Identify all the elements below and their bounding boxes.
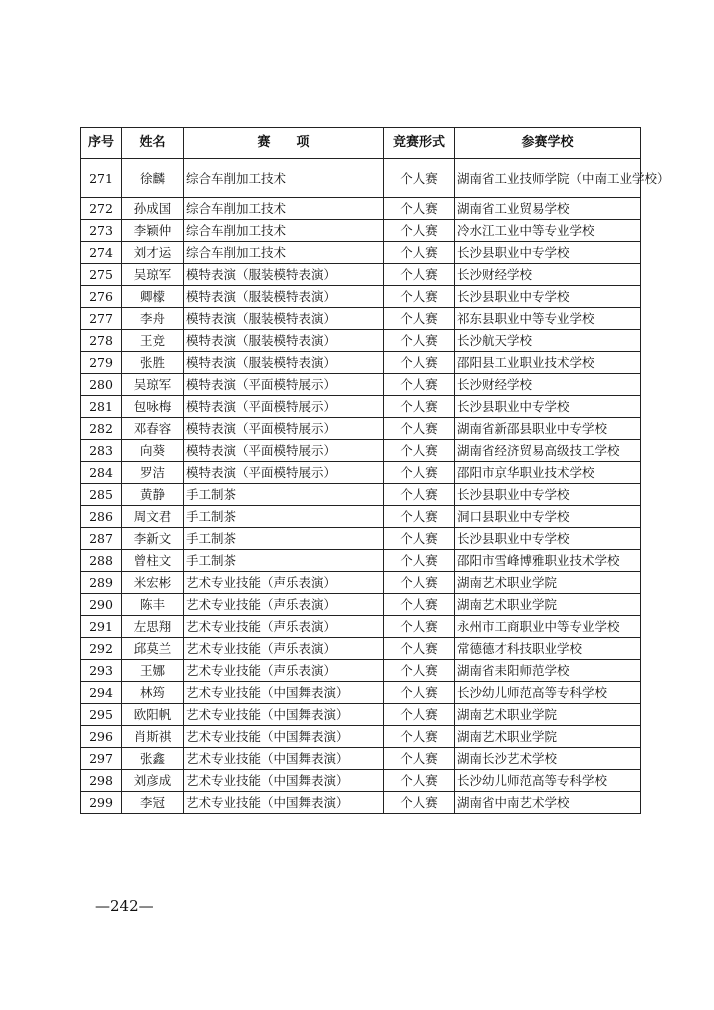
row-name: 向葵 bbox=[122, 440, 184, 462]
row-form: 个人赛 bbox=[384, 462, 455, 484]
results-table bbox=[80, 127, 670, 814]
row-event: 艺术专业技能（声乐表演） bbox=[184, 660, 384, 682]
row-school: 湖南省经济贸易高级技工学校 bbox=[455, 440, 641, 462]
row-no: 276 bbox=[81, 286, 122, 308]
table-row bbox=[81, 418, 641, 440]
row-no: 298 bbox=[81, 770, 122, 792]
row-form: 个人赛 bbox=[384, 242, 455, 264]
row-no: 275 bbox=[81, 264, 122, 286]
table-row bbox=[81, 506, 641, 528]
row-event: 手工制茶 bbox=[184, 484, 384, 506]
row-event: 综合车削加工技术 bbox=[184, 198, 384, 220]
row-form: 个人赛 bbox=[384, 286, 455, 308]
row-name: 罗洁 bbox=[122, 462, 184, 484]
header-school: 参赛学校 bbox=[455, 128, 641, 159]
row-form: 个人赛 bbox=[384, 792, 455, 814]
row-form: 个人赛 bbox=[384, 506, 455, 528]
row-form: 个人赛 bbox=[384, 396, 455, 418]
row-school: 湖南省中南艺术学校 bbox=[455, 792, 641, 814]
row-school: 永州市工商职业中等专业学校 bbox=[455, 616, 641, 638]
row-no: 283 bbox=[81, 440, 122, 462]
row-event: 艺术专业技能（声乐表演） bbox=[184, 572, 384, 594]
row-form: 个人赛 bbox=[384, 704, 455, 726]
row-school: 湖南省耒阳师范学校 bbox=[455, 660, 641, 682]
row-name: 刘彦成 bbox=[122, 770, 184, 792]
table-row bbox=[81, 550, 641, 572]
row-event: 模特表演（服装模特表演） bbox=[184, 308, 384, 330]
row-school: 湖南艺术职业学院 bbox=[455, 572, 641, 594]
row-form: 个人赛 bbox=[384, 418, 455, 440]
row-name: 王竞 bbox=[122, 330, 184, 352]
row-form: 个人赛 bbox=[384, 330, 455, 352]
header-name: 姓名 bbox=[122, 128, 184, 159]
row-name: 陈丰 bbox=[122, 594, 184, 616]
row-school: 湖南省工业技师学院（中南工业学校） bbox=[455, 159, 641, 198]
row-form: 个人赛 bbox=[384, 594, 455, 616]
row-no: 299 bbox=[81, 792, 122, 814]
row-event: 艺术专业技能（声乐表演） bbox=[184, 616, 384, 638]
row-form: 个人赛 bbox=[384, 374, 455, 396]
row-school: 长沙幼儿师范高等专科学校 bbox=[455, 682, 641, 704]
row-name: 孙成国 bbox=[122, 198, 184, 220]
row-name: 左思翔 bbox=[122, 616, 184, 638]
row-form: 个人赛 bbox=[384, 159, 455, 198]
row-form: 个人赛 bbox=[384, 726, 455, 748]
row-school: 湖南省新邵县职业中专学校 bbox=[455, 418, 641, 440]
page-number: —242— bbox=[95, 897, 154, 915]
row-name: 林筠 bbox=[122, 682, 184, 704]
row-event: 模特表演（平面模特展示） bbox=[184, 396, 384, 418]
table-row bbox=[81, 726, 641, 748]
row-name: 吴琼军 bbox=[122, 264, 184, 286]
row-school: 长沙县职业中专学校 bbox=[455, 242, 641, 264]
row-no: 287 bbox=[81, 528, 122, 550]
row-no: 285 bbox=[81, 484, 122, 506]
row-school: 湖南艺术职业学院 bbox=[455, 704, 641, 726]
row-event: 手工制茶 bbox=[184, 528, 384, 550]
row-form: 个人赛 bbox=[384, 528, 455, 550]
row-name: 邓春容 bbox=[122, 418, 184, 440]
table-row bbox=[81, 682, 641, 704]
row-form: 个人赛 bbox=[384, 770, 455, 792]
table-row bbox=[81, 308, 641, 330]
row-no: 279 bbox=[81, 352, 122, 374]
row-form: 个人赛 bbox=[384, 682, 455, 704]
header-form: 竞赛形式 bbox=[384, 128, 455, 159]
table-row bbox=[81, 242, 641, 264]
row-event: 模特表演（平面模特展示） bbox=[184, 462, 384, 484]
row-school: 长沙财经学校 bbox=[455, 374, 641, 396]
table-row bbox=[81, 528, 641, 550]
table-row bbox=[81, 748, 641, 770]
row-event: 综合车削加工技术 bbox=[184, 220, 384, 242]
row-form: 个人赛 bbox=[384, 440, 455, 462]
row-name: 李颖仲 bbox=[122, 220, 184, 242]
table-row bbox=[81, 660, 641, 682]
row-school: 长沙航天学校 bbox=[455, 330, 641, 352]
row-form: 个人赛 bbox=[384, 660, 455, 682]
table-row bbox=[81, 462, 641, 484]
row-form: 个人赛 bbox=[384, 572, 455, 594]
row-no: 295 bbox=[81, 704, 122, 726]
table-row bbox=[81, 198, 641, 220]
row-name: 卿檬 bbox=[122, 286, 184, 308]
row-no: 281 bbox=[81, 396, 122, 418]
row-no: 274 bbox=[81, 242, 122, 264]
row-school: 湖南艺术职业学院 bbox=[455, 594, 641, 616]
row-no: 272 bbox=[81, 198, 122, 220]
row-school: 邵阳市京华职业技术学校 bbox=[455, 462, 641, 484]
row-no: 289 bbox=[81, 572, 122, 594]
row-school: 祁东县职业中等专业学校 bbox=[455, 308, 641, 330]
row-no: 296 bbox=[81, 726, 122, 748]
row-event: 艺术专业技能（中国舞表演） bbox=[184, 704, 384, 726]
header-no: 序号 bbox=[81, 128, 122, 159]
row-school: 邵阳县工业职业技术学校 bbox=[455, 352, 641, 374]
table-row bbox=[81, 396, 641, 418]
row-name: 吴琼军 bbox=[122, 374, 184, 396]
table-row bbox=[81, 484, 641, 506]
table-row bbox=[81, 792, 641, 814]
row-no: 278 bbox=[81, 330, 122, 352]
row-name: 米宏彬 bbox=[122, 572, 184, 594]
table-row bbox=[81, 374, 641, 396]
header-event: 赛 项 bbox=[184, 128, 384, 159]
row-form: 个人赛 bbox=[384, 638, 455, 660]
row-no: 294 bbox=[81, 682, 122, 704]
row-event: 模特表演（平面模特展示） bbox=[184, 374, 384, 396]
row-event: 模特表演（服装模特表演） bbox=[184, 264, 384, 286]
row-name: 李舟 bbox=[122, 308, 184, 330]
table-row bbox=[81, 159, 641, 198]
row-no: 277 bbox=[81, 308, 122, 330]
row-no: 290 bbox=[81, 594, 122, 616]
row-event: 艺术专业技能（中国舞表演） bbox=[184, 748, 384, 770]
row-name: 黄静 bbox=[122, 484, 184, 506]
row-no: 282 bbox=[81, 418, 122, 440]
row-event: 手工制茶 bbox=[184, 550, 384, 572]
row-no: 297 bbox=[81, 748, 122, 770]
row-form: 个人赛 bbox=[384, 198, 455, 220]
row-name: 曾柱文 bbox=[122, 550, 184, 572]
row-event: 模特表演（服装模特表演） bbox=[184, 330, 384, 352]
row-no: 292 bbox=[81, 638, 122, 660]
row-no: 280 bbox=[81, 374, 122, 396]
table-row bbox=[81, 770, 641, 792]
table-row bbox=[81, 352, 641, 374]
row-no: 284 bbox=[81, 462, 122, 484]
table-row bbox=[81, 220, 641, 242]
row-no: 286 bbox=[81, 506, 122, 528]
row-event: 综合车削加工技术 bbox=[184, 242, 384, 264]
row-event: 模特表演（服装模特表演） bbox=[184, 286, 384, 308]
row-name: 刘才运 bbox=[122, 242, 184, 264]
row-no: 293 bbox=[81, 660, 122, 682]
row-form: 个人赛 bbox=[384, 264, 455, 286]
row-form: 个人赛 bbox=[384, 220, 455, 242]
table-row bbox=[81, 594, 641, 616]
table-row bbox=[81, 572, 641, 594]
table-row bbox=[81, 330, 641, 352]
row-school: 湖南长沙艺术学校 bbox=[455, 748, 641, 770]
header-row bbox=[81, 128, 641, 159]
table-body bbox=[81, 159, 670, 814]
row-school: 长沙县职业中专学校 bbox=[455, 484, 641, 506]
row-school: 长沙县职业中专学校 bbox=[455, 528, 641, 550]
row-event: 手工制茶 bbox=[184, 506, 384, 528]
row-event: 艺术专业技能（声乐表演） bbox=[184, 594, 384, 616]
row-name: 李新文 bbox=[122, 528, 184, 550]
row-event: 模特表演（平面模特展示） bbox=[184, 440, 384, 462]
row-name: 邱莫兰 bbox=[122, 638, 184, 660]
table-row bbox=[81, 704, 641, 726]
row-event: 艺术专业技能（中国舞表演） bbox=[184, 792, 384, 814]
row-name: 包咏梅 bbox=[122, 396, 184, 418]
row-school: 冷水江工业中等专业学校 bbox=[455, 220, 641, 242]
row-school: 长沙幼儿师范高等专科学校 bbox=[455, 770, 641, 792]
row-no: 273 bbox=[81, 220, 122, 242]
row-event: 艺术专业技能（中国舞表演） bbox=[184, 770, 384, 792]
row-form: 个人赛 bbox=[384, 352, 455, 374]
row-form: 个人赛 bbox=[384, 748, 455, 770]
row-event: 综合车削加工技术 bbox=[184, 159, 384, 198]
table-row bbox=[81, 616, 641, 638]
row-form: 个人赛 bbox=[384, 308, 455, 330]
row-school: 邵阳市雪峰博雅职业技术学校 bbox=[455, 550, 641, 572]
row-name: 徐麟 bbox=[122, 159, 184, 198]
row-school: 湖南省工业贸易学校 bbox=[455, 198, 641, 220]
row-event: 艺术专业技能（中国舞表演） bbox=[184, 682, 384, 704]
table-row bbox=[81, 286, 641, 308]
row-event: 模特表演（服装模特表演） bbox=[184, 352, 384, 374]
row-no: 288 bbox=[81, 550, 122, 572]
row-school: 长沙县职业中专学校 bbox=[455, 286, 641, 308]
row-school: 湖南艺术职业学院 bbox=[455, 726, 641, 748]
row-event: 模特表演（平面模特展示） bbox=[184, 418, 384, 440]
row-no: 291 bbox=[81, 616, 122, 638]
row-name: 肖斯祺 bbox=[122, 726, 184, 748]
row-school: 长沙县职业中专学校 bbox=[455, 396, 641, 418]
row-name: 李冠 bbox=[122, 792, 184, 814]
row-name: 周文君 bbox=[122, 506, 184, 528]
row-event: 艺术专业技能（中国舞表演） bbox=[184, 726, 384, 748]
row-form: 个人赛 bbox=[384, 550, 455, 572]
row-school: 洞口县职业中专学校 bbox=[455, 506, 641, 528]
table-row bbox=[81, 638, 641, 660]
row-name: 欧阳帆 bbox=[122, 704, 184, 726]
table-header bbox=[81, 128, 641, 159]
table-row bbox=[81, 440, 641, 462]
row-school: 常德德才科技职业学校 bbox=[455, 638, 641, 660]
row-event: 艺术专业技能（声乐表演） bbox=[184, 638, 384, 660]
row-form: 个人赛 bbox=[384, 616, 455, 638]
row-no: 271 bbox=[81, 159, 122, 198]
table-row bbox=[81, 264, 641, 286]
row-name: 张胜 bbox=[122, 352, 184, 374]
row-name: 王娜 bbox=[122, 660, 184, 682]
row-name: 张鑫 bbox=[122, 748, 184, 770]
row-form: 个人赛 bbox=[384, 484, 455, 506]
row-school: 长沙财经学校 bbox=[455, 264, 641, 286]
